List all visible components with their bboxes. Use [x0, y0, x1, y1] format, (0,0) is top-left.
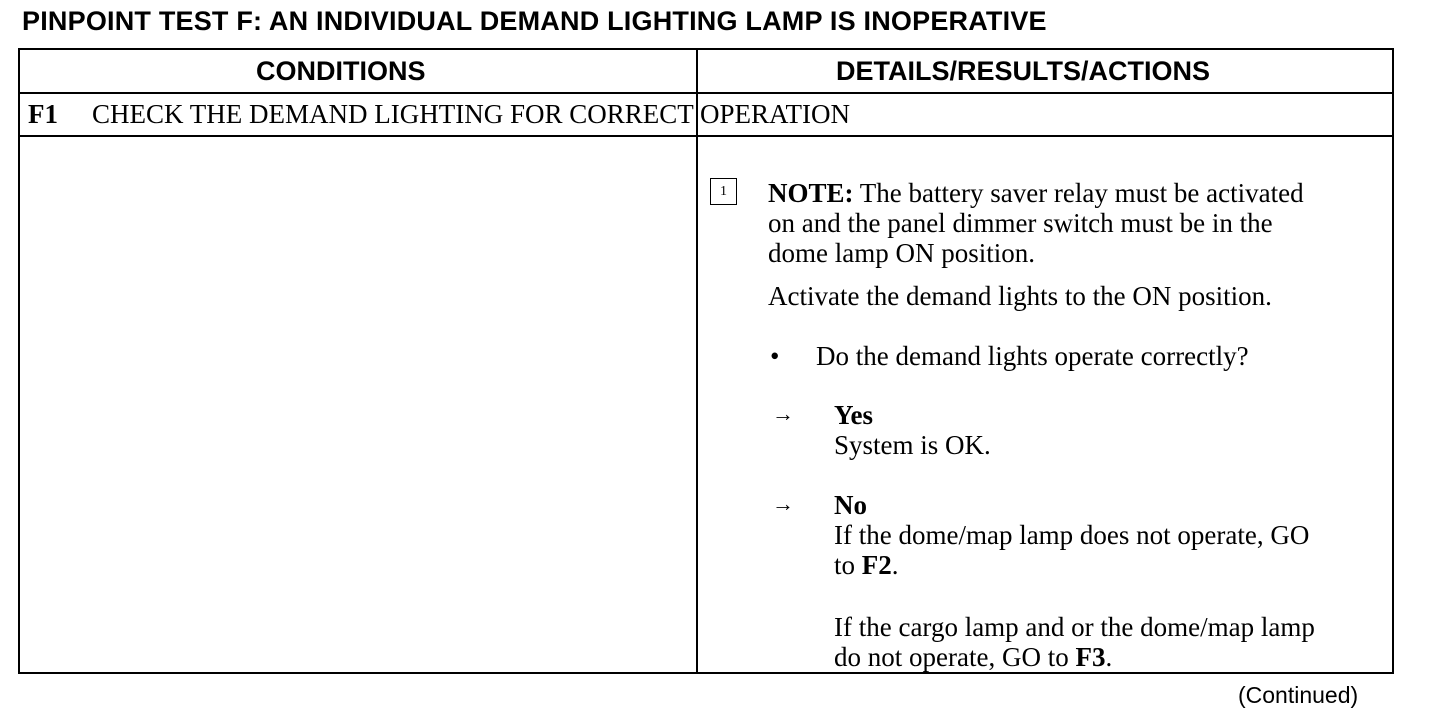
step-title: CHECK THE DEMAND LIGHTING FOR CORRECT OPERATION — [92, 99, 851, 129]
goto-f3-ref: F3 — [1075, 642, 1106, 672]
no-text-1-line-2-prefix: to — [834, 550, 862, 580]
question-row — [770, 341, 1249, 371]
pinpoint-test-table — [18, 48, 1394, 674]
no-text-1-line-1: If the dome/map lamp does not operate, GO — [834, 520, 1310, 550]
note-label: NOTE: — [768, 178, 854, 208]
question-text: Do the demand lights operate correctly? — [816, 341, 1249, 371]
conditions-column-header: CONDITIONS — [256, 56, 426, 86]
note-line-2: on and the panel dimmer switch must be in the — [768, 208, 1273, 238]
instruction-text: Activate the demand lights to the ON position. — [768, 281, 1272, 311]
step-row-rule — [20, 135, 1392, 137]
no-label: No — [834, 490, 867, 520]
substep-number-badge: 1 — [710, 178, 737, 205]
no-text-2-suffix: . — [1105, 642, 1113, 672]
goto-f2-ref: F2 — [861, 550, 892, 580]
details-column-header: DETAILS/RESULTS/ACTIONS — [836, 56, 1211, 86]
yes-label: Yes — [834, 400, 873, 430]
bullet-icon: • — [770, 341, 780, 371]
step-heading — [28, 99, 850, 130]
no-text-1-suffix: . — [891, 550, 899, 580]
arrow-right-icon: → — [772, 401, 794, 426]
no-response — [834, 490, 1394, 580]
page-title: PINPOINT TEST F: AN INDIVIDUAL DEMAND LIGHTING LAMP IS INOPERATIVE — [22, 6, 1047, 36]
note-paragraph — [768, 178, 1378, 268]
no-response-secondary — [834, 612, 1394, 672]
yes-response — [834, 400, 1394, 460]
yes-text: System is OK. — [834, 430, 991, 460]
step-id: F1 — [28, 99, 58, 129]
no-text-2-line-1: If the cargo lamp and or the dome/map lamp — [834, 612, 1315, 642]
no-text-2-line-2-prefix: do not operate, GO to — [834, 642, 1076, 672]
note-line-3: dome lamp ON position. — [768, 238, 1035, 268]
column-divider — [696, 50, 698, 672]
note-line-1: The battery saver relay must be activated — [853, 178, 1304, 208]
arrow-right-icon: → — [772, 491, 794, 516]
continued-label: (Continued) — [1238, 682, 1359, 708]
header-rule — [20, 92, 1392, 94]
